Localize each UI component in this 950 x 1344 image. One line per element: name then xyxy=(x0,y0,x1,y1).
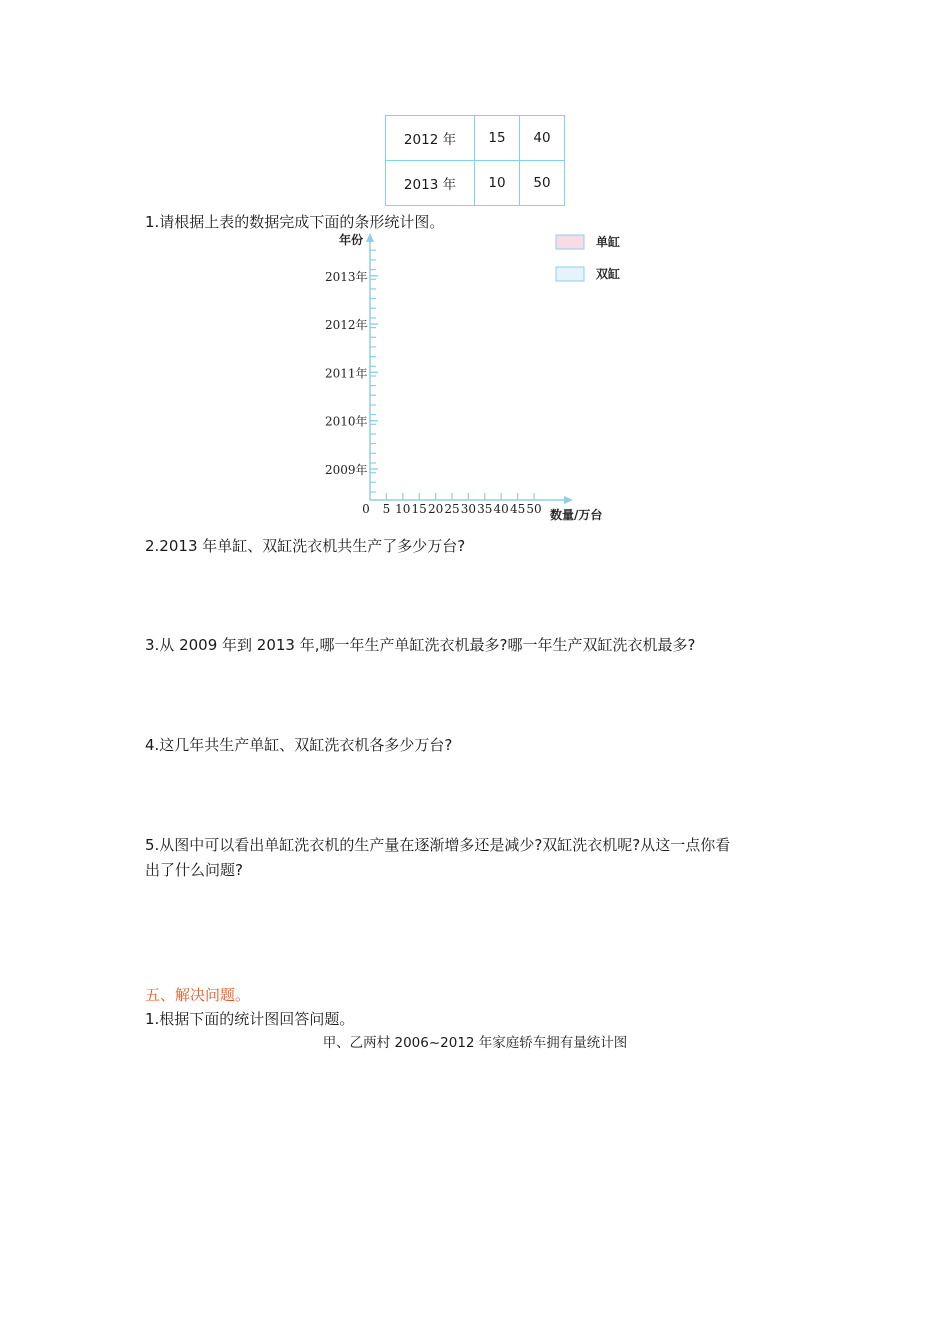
y-category-label: 2013年 xyxy=(325,269,368,284)
x-tick-label: 5 xyxy=(382,502,391,516)
x-tick-label: 40 xyxy=(493,502,509,516)
table-cell-single: 10 xyxy=(475,161,520,206)
x-tick-label: 25 xyxy=(444,502,460,516)
x-tick-label: 30 xyxy=(460,502,477,516)
x-axis-label: 数量/万台 xyxy=(550,508,603,522)
y-category-label: 2009年 xyxy=(325,463,368,477)
question-5-line-1: 5.从图中可以看出单缸洗衣机的生产量在逐渐增多还是减少?双缸洗衣机呢?从这一点你看 xyxy=(145,836,731,854)
question-2: 2.2013 年单缸、双缸洗衣机共生产了多少万台? xyxy=(145,537,466,555)
section-question-1: 1.根据下面的统计图回答问题。 xyxy=(145,1010,355,1028)
section-heading: 五、解决问题。 xyxy=(145,986,251,1004)
legend-swatch xyxy=(556,267,584,281)
x-tick-label: 50 xyxy=(526,502,542,516)
y-category-label: 2010年 xyxy=(325,414,368,429)
question-3: 3.从 2009 年到 2013 年,哪一年生产单缸洗衣机最多?哪一年生产双缸洗衣机最多? xyxy=(145,636,696,654)
question-1: 1.请根据上表的数据完成下面的条形统计图。 xyxy=(145,213,445,231)
y-axis-label: 年份 xyxy=(339,233,364,247)
question-4: 4.这几年共生产单缸、双缸洗衣机各多少万台? xyxy=(145,736,453,754)
y-axis-arrow xyxy=(366,233,374,242)
x-tick-label: 35 xyxy=(477,502,493,516)
legend xyxy=(556,234,620,281)
legend-label: 单缸 xyxy=(596,235,621,249)
x-tick-label: 0 xyxy=(362,502,370,516)
table-cell-double: 50 xyxy=(520,161,565,206)
x-tick-label: 20 xyxy=(427,502,444,516)
table-cell-double: 40 xyxy=(520,116,565,161)
x-ticks xyxy=(362,493,541,516)
legend-swatch xyxy=(556,235,584,249)
legend-label: 双缸 xyxy=(596,267,621,281)
y-category-label: 2012年 xyxy=(325,318,368,333)
table-cell-year: 2012 年 xyxy=(386,116,475,161)
x-tick-label: 45 xyxy=(509,502,526,516)
x-tick-label: 10 xyxy=(395,502,411,516)
table-cell-year: 2013 年 xyxy=(386,161,475,206)
x-axis-arrow xyxy=(564,496,573,504)
chart-caption: 甲、乙两村 2006~2012 年家庭轿车拥有量统计图 xyxy=(322,1035,628,1051)
y-minor-ticks xyxy=(370,250,376,492)
question-5-line-2: 出了什么问题? xyxy=(145,861,243,879)
x-tick-label: 15 xyxy=(411,502,427,516)
y-category-label: 2011年 xyxy=(325,366,368,381)
table-cell-single: 15 xyxy=(475,116,520,161)
